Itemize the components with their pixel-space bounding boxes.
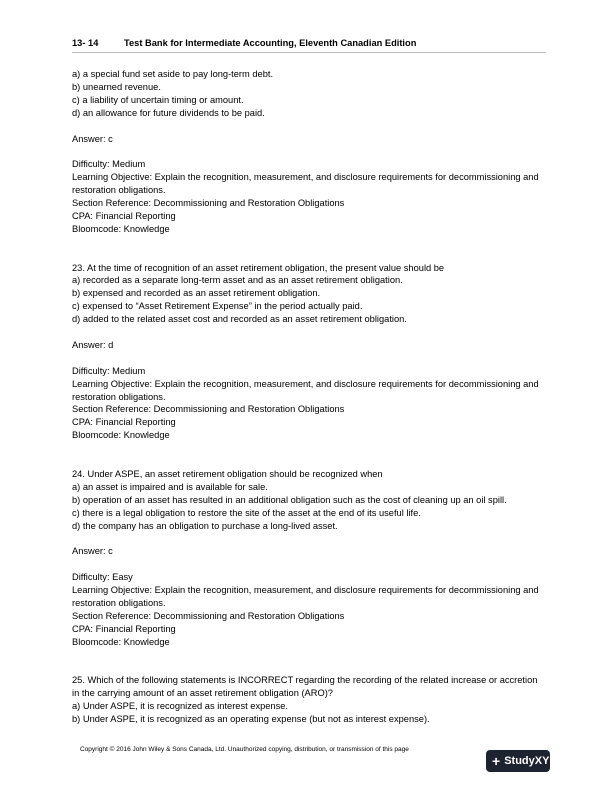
studyxy-badge[interactable] xyxy=(486,750,550,772)
question-24-block xyxy=(72,468,546,649)
learning-objective: Learning Objective: Explain the recognition, measurement, and disclosure requirements for decommissioning and restoration obligations. xyxy=(72,172,539,196)
question-text: 24. Under ASPE, an asset retirement obligation should be recognized when xyxy=(72,469,383,479)
option-b: b) Under ASPE, it is recognized as an operating expense (but not as interest expense). xyxy=(72,714,430,725)
cpa: CPA: Financial Reporting xyxy=(72,417,176,428)
copyright-footer: Copyright © 2016 John Wiley & Sons Canada, Ltd. Unauthorized copying, distribution, or transmission of this page xyxy=(80,746,409,753)
page-header xyxy=(72,37,546,53)
option-d: d) the company has an obligation to purchase a long-lived asset. xyxy=(72,520,338,531)
option-b: b) operation of an asset has resulted in an additional obligation such as the cost of cleaning up an oil spill. xyxy=(72,494,507,505)
option-b: b) unearned revenue. xyxy=(72,81,161,92)
option-a: a) a special fund set aside to pay long-term debt. xyxy=(72,69,274,79)
option-c: c) expensed to “Asset Retirement Expense” in the period actually paid. xyxy=(72,301,363,312)
question-text: 23. At the time of recognition of an asset retirement obligation, the present value should be xyxy=(72,262,445,273)
badge-label: StudyXY xyxy=(504,755,550,767)
learning-objective: Learning Objective: Explain the recognition, measurement, and disclosure requirements for decommissioning and restoration obligations. xyxy=(72,585,539,609)
section-reference: Section Reference: Decommissioning and Restoration Obligations xyxy=(72,404,345,415)
option-d: d) an allowance for future dividends to be paid. xyxy=(72,107,265,118)
plus-icon: + xyxy=(492,753,501,769)
section-reference: Section Reference: Decommissioning and Restoration Obligations xyxy=(72,198,345,209)
learning-objective: Learning Objective: Explain the recognition, measurement, and disclosure requirements for decommissioning and restoration obligations. xyxy=(72,378,539,402)
book-title: Test Bank for Intermediate Accounting, Eleventh Canadian Edition xyxy=(124,38,417,48)
option-d: d) added to the related asset cost and recorded as an asset retirement obligation. xyxy=(72,314,407,325)
bloomcode: Bloomcode: Knowledge xyxy=(72,223,170,234)
difficulty: Difficulty: Medium xyxy=(72,365,146,376)
option-a: a) Under ASPE, it is recognized as interest expense. xyxy=(72,701,289,712)
option-c: c) there is a legal obligation to restore the site of the asset at the end of its useful life. xyxy=(72,507,421,518)
option-a: a) an asset is impaired and is available for sale. xyxy=(72,481,268,492)
difficulty: Difficulty: Medium xyxy=(72,159,146,170)
page-number: 13- 14 xyxy=(72,38,99,48)
cpa: CPA: Financial Reporting xyxy=(72,210,176,221)
question-23-block xyxy=(72,262,546,443)
cpa: CPA: Financial Reporting xyxy=(72,623,176,634)
option-c: c) a liability of uncertain timing or amount. xyxy=(72,94,244,105)
difficulty: Difficulty: Easy xyxy=(72,572,133,583)
option-b: b) expensed and recorded as an asset retirement obligation. xyxy=(72,288,321,299)
option-a: a) recorded as a separate long-term asset and as an asset retirement obligation. xyxy=(72,275,403,286)
question-25-block xyxy=(72,674,546,726)
bloomcode: Bloomcode: Knowledge xyxy=(72,430,170,441)
answer: Answer: c xyxy=(72,546,113,557)
section-reference: Section Reference: Decommissioning and Restoration Obligations xyxy=(72,610,345,621)
answer: Answer: c xyxy=(72,133,113,144)
question-text: 25. Which of the following statements is INCORRECT regarding the recording of the related increase or accretion in the carrying amount of an asset retirement obligation (ARO)? xyxy=(72,675,538,699)
question-22-block xyxy=(72,68,546,236)
page-content xyxy=(72,68,546,726)
answer: Answer: d xyxy=(72,339,114,350)
bloomcode: Bloomcode: Knowledge xyxy=(72,636,170,647)
